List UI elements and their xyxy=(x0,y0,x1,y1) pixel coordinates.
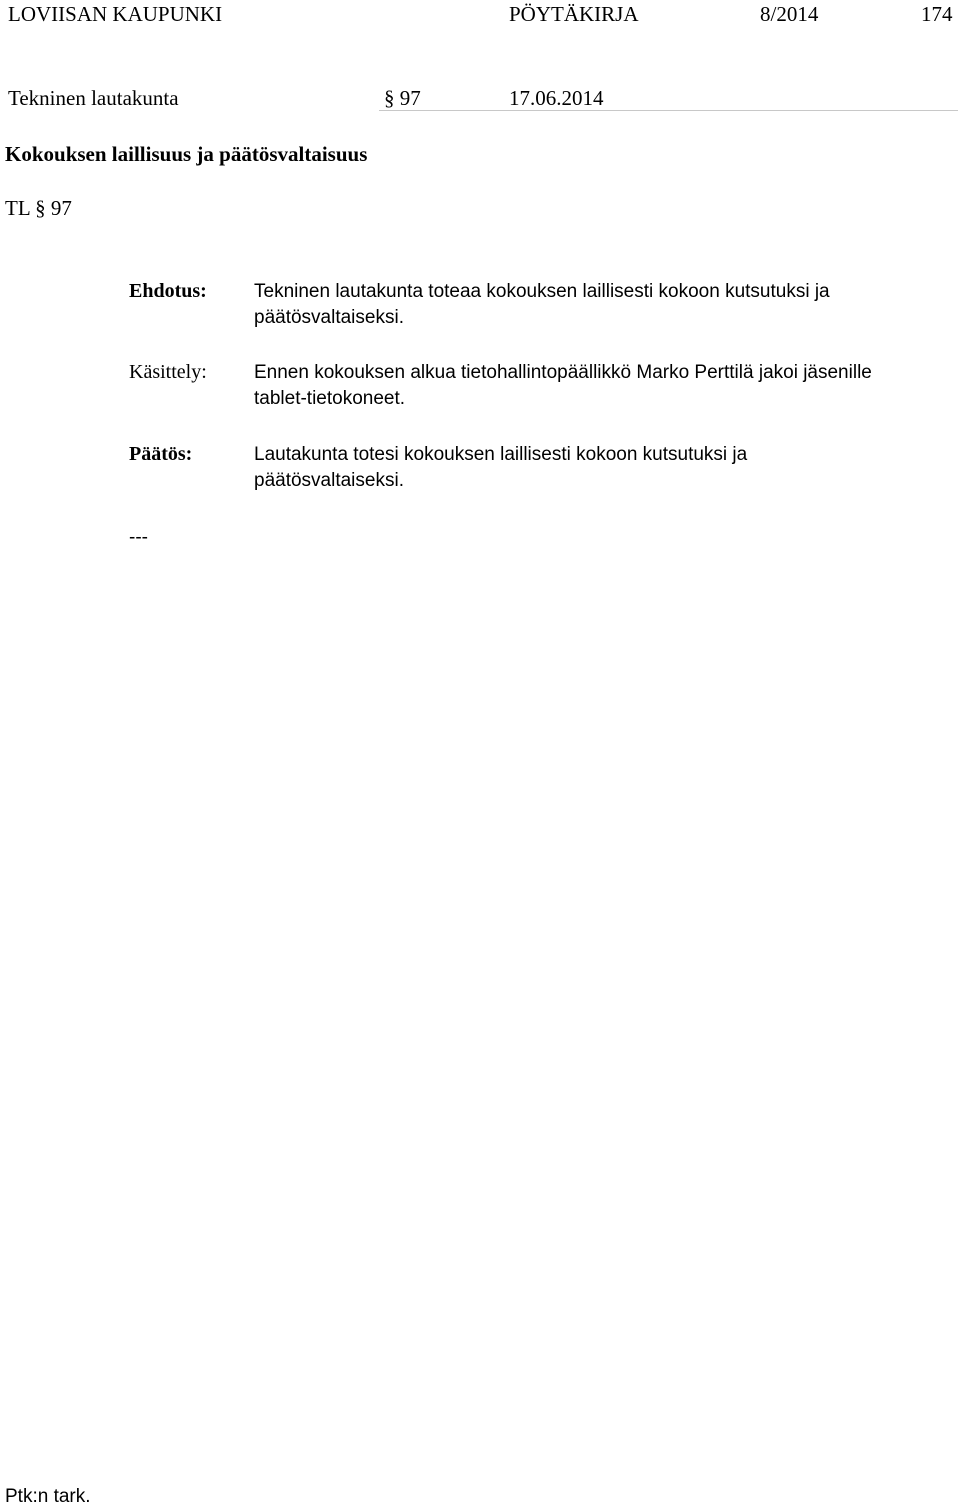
proposal-text: Tekninen lautakunta toteaa kokouksen laillisesti kokoon kutsutuksi ja päätösvaltaiseksi. xyxy=(254,281,830,328)
decision-text: Lautakunta totesi kokouksen laillisesti kokoon kutsutuksi ja päätösvaltaiseksi. xyxy=(254,444,748,491)
section-number: § 97 xyxy=(384,86,421,110)
header-divider xyxy=(379,110,958,111)
document-type: PÖYTÄKIRJA xyxy=(509,2,639,26)
proposal-label: Ehdotus: xyxy=(129,280,207,302)
discussion-text: Ennen kokouksen alkua tietohallintopäällikkö Marko Perttilä jakoi jäsenille tablet-tietokoneet. xyxy=(254,362,872,409)
item-reference: TL § 97 xyxy=(5,196,72,220)
item-title: Kokouksen laillisuus ja päätösvaltaisuus xyxy=(5,142,368,166)
discussion-label: Käsittely: xyxy=(129,361,207,383)
decision-label: Päätös: xyxy=(129,443,193,465)
issue-number: 8/2014 xyxy=(760,2,819,26)
committee-name: Tekninen lautakunta xyxy=(8,86,179,110)
page-number: 174 xyxy=(921,2,953,26)
city-name: LOVIISAN KAUPUNKI xyxy=(8,2,223,26)
minutes-checker-footer: Ptk:n tark. xyxy=(5,1486,91,1507)
end-separator: --- xyxy=(129,527,148,548)
meeting-date: 17.06.2014 xyxy=(509,86,604,110)
